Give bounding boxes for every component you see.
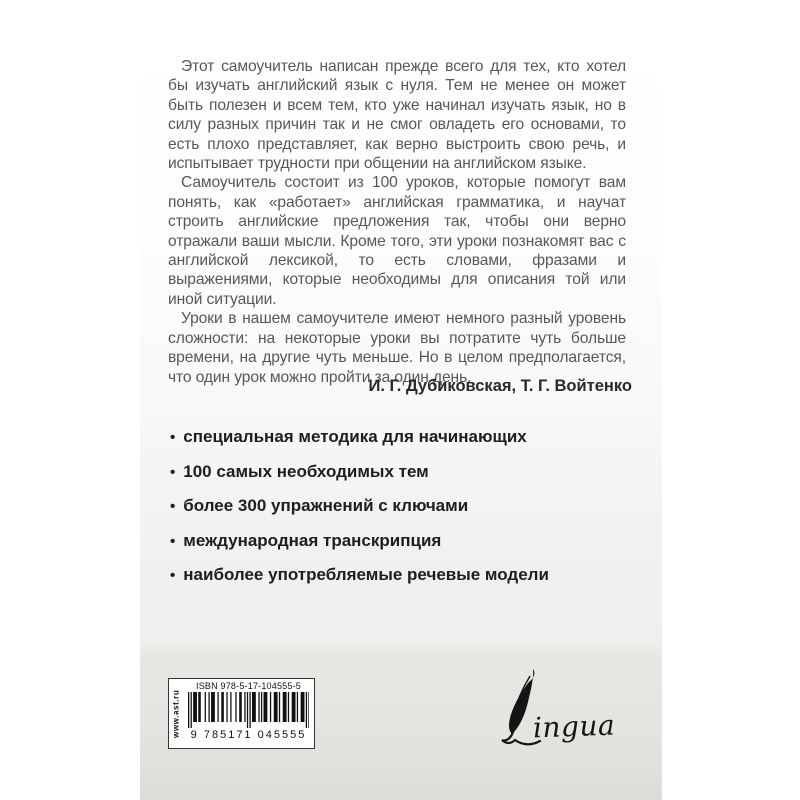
book-back-cover	[140, 0, 662, 800]
bullet-icon: •	[170, 532, 176, 550]
authors-line: И. Г. Дубиковская, Т. Г. Войтенко	[368, 377, 632, 395]
bullet-icon: •	[170, 463, 176, 481]
description-paragraph: Самоучитель состоит из 100 уроков, которые помогут вам понять, как «работает» английская грамматика, и научат строить английские предложения так, чтобы они верно отражали ваши мысли. Кроме того, эти уроки познакомят вас с английской лексикой, то есть словами, фразами и выражениями, которые необходимы для описания той или иной ситуации.	[168, 174, 626, 308]
barcode-box	[168, 678, 315, 749]
features-list	[170, 427, 549, 600]
feature-text: более 300 упражнений с ключами	[183, 496, 469, 515]
publisher-website: www.ast.ru	[171, 689, 181, 738]
feature-item	[170, 496, 549, 517]
barcode-content	[183, 679, 314, 748]
feature-text: международная транскрипция	[183, 530, 442, 550]
isbn-label: ISBN 978-5-17-104555-5	[196, 681, 301, 691]
feature-item	[170, 531, 549, 552]
barcode-bars-icon	[188, 692, 310, 728]
feature-text: специальная методика для начинающих	[183, 427, 527, 446]
feature-item	[170, 565, 549, 586]
bullet-icon: •	[170, 567, 176, 584]
publisher-logo	[500, 668, 615, 748]
description-paragraph: Этот самоучитель написан прежде всего для тех, кто хотел бы изучать английский язык с нуля. Тем не менее он может быть полезен и всем тем, кто уже начинал изучать язык, но в силу разных причин так и не смог овладеть его основами, то есть плохо представляет, как верно выстроить свою речь, и испытывает трудности при общении на английском языке.	[168, 58, 626, 173]
bullet-icon: •	[170, 498, 176, 515]
publisher-logo-text: ingua	[532, 708, 616, 745]
feature-item	[170, 427, 549, 448]
description-block	[168, 57, 626, 387]
bullet-icon: •	[170, 429, 176, 446]
description-paragraph: Уроки в нашем самоучителе имеют немного разный уровень сложности: на некоторые уроки вы потратите чуть больше времени, на другие чуть меньше. Но в целом предполагается, что один урок можно пройти за один день.	[168, 310, 626, 386]
barcode-digits: 9 785171 045555	[190, 729, 307, 741]
feature-text: наиболее употребляемые речевые модели	[183, 565, 549, 584]
feature-text: 100 самых необходимых тем	[183, 461, 429, 481]
feature-item	[170, 462, 549, 483]
